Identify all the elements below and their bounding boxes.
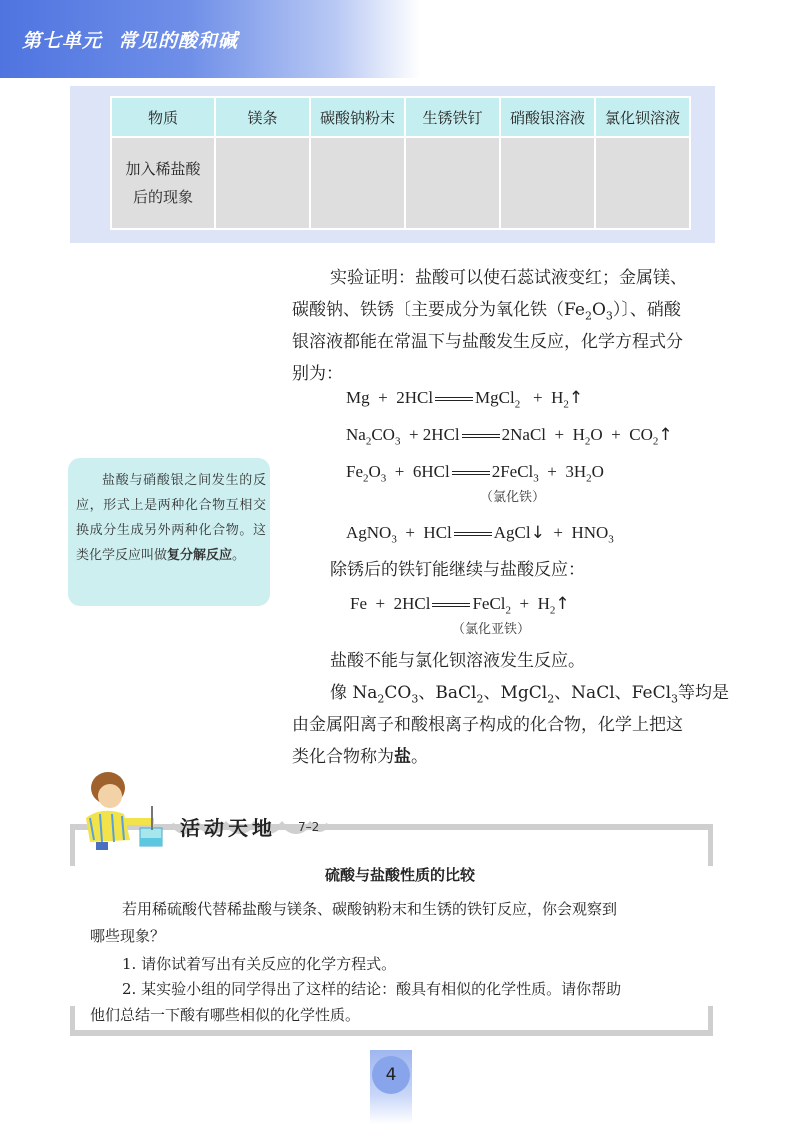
paragraph-line: 别为：: [292, 364, 343, 384]
table-cell-empty: [500, 137, 595, 229]
row-label-line1: 加入稀盐酸: [125, 160, 201, 178]
paragraph-line: 像 $Na_2CO_3$、BaCl$_2$、MgCl$_2$、NaCl、FeCl$_3$等均是: [330, 683, 730, 706]
table-cell-empty: [595, 137, 690, 229]
equation-note: （氯化铁）: [480, 490, 546, 505]
activity-question-2-line: 他们总结一下酸有哪些相似的化学性质。: [90, 1006, 361, 1024]
header-title: [22, 26, 238, 53]
boy-illustration: [72, 766, 172, 852]
activity-intro-line: 哪些现象？: [90, 927, 166, 945]
side-note-text: 盐酸与硝酸银之间发生的反应，形式上是两种化合物互相交换成分生成另外两种化合物。这类化学反应叫做复分解反应。: [76, 473, 266, 563]
equation-na2co3: $Na_2CO_3 + 2HCl$ 2NaCl + $H_2O$ + $CO_2↑$: [346, 425, 673, 448]
row-label-line2: 后的现象: [132, 188, 193, 206]
paragraph-line: 实验证明：盐酸可以使石蕊试液变红；金属镁、: [330, 268, 687, 288]
table-header-row: [111, 97, 690, 137]
activity-question-2-line: 2. 某实验小组的同学得出了这样的结论：酸具有相似的化学性质。请你帮助: [122, 980, 622, 998]
table-row-label: [111, 137, 215, 229]
table-header-cell: 生锈铁钉: [405, 97, 500, 137]
activity-bottom-border: [70, 1030, 713, 1036]
activity-title: 活动天地: [180, 816, 276, 840]
paragraph-line: 由金属阳离子和酸根离子构成的化合物，化学上把这: [292, 715, 683, 735]
page-number: 4: [372, 1056, 410, 1094]
activity-question-1: 1. 请你试着写出有关反应的化学方程式。: [122, 955, 397, 973]
equation-mg: Mg + 2HCl MgCl$_2$ + $H_2↑$: [346, 388, 584, 411]
table-header-cell: 物质: [111, 97, 215, 137]
equation-fe2o3: $Fe_2O_3 + 6HCl$ 2FeCl$_3$ + $3H_2O$: [346, 462, 604, 485]
equation-fe: Fe + 2HCl FeCl$_2$ + $H_2↑$: [350, 594, 570, 617]
paragraph-line: 除锈后的铁钉能继续与盐酸反应：: [330, 560, 585, 580]
unit-title: 常见的酸和碱: [118, 30, 239, 52]
key-term-double-decomposition: 复分解反应: [167, 548, 233, 563]
paragraph-line: 银溶液都能在常温下与盐酸发生反应，化学方程式分: [292, 332, 683, 352]
paragraph-line: 类化合物称为盐。: [292, 747, 428, 767]
paragraph-line: 碳酸钠、铁锈〔主要成分为氧化铁$(Fe_2O_3)$〕、硝酸: [292, 300, 681, 323]
table-header-cell: 镁条: [215, 97, 310, 137]
table-cell-empty: [215, 137, 310, 229]
paragraph-line: 盐酸不能与氯化钡溶液发生反应。: [330, 651, 585, 671]
observation-table: [110, 96, 691, 230]
table-header-cell: 硝酸银溶液: [500, 97, 595, 137]
table-cell-empty: [405, 137, 500, 229]
activity-number: 7–2: [298, 820, 320, 834]
table-cell-empty: [310, 137, 405, 229]
activity-intro-line: 若用稀硫酸代替稀盐酸与镁条、碳酸钠粉末和生锈的铁钉反应，你会观察到: [122, 900, 618, 918]
table-row: [111, 137, 690, 229]
key-term-salt: 盐: [394, 747, 411, 767]
unit-label: 第七单元: [22, 30, 103, 52]
equation-note: （氯化亚铁）: [452, 622, 531, 637]
activity-subtitle: 硫酸与盐酸性质的比较: [324, 866, 475, 884]
activity-right-border: [708, 826, 713, 866]
table-header-cell: 氯化钡溶液: [595, 97, 690, 137]
table-header-cell: 碳酸钠粉末: [310, 97, 405, 137]
equation-agno3: AgNO$_3$ + HCl AgCl↓ + $HNO_3$: [346, 523, 614, 546]
